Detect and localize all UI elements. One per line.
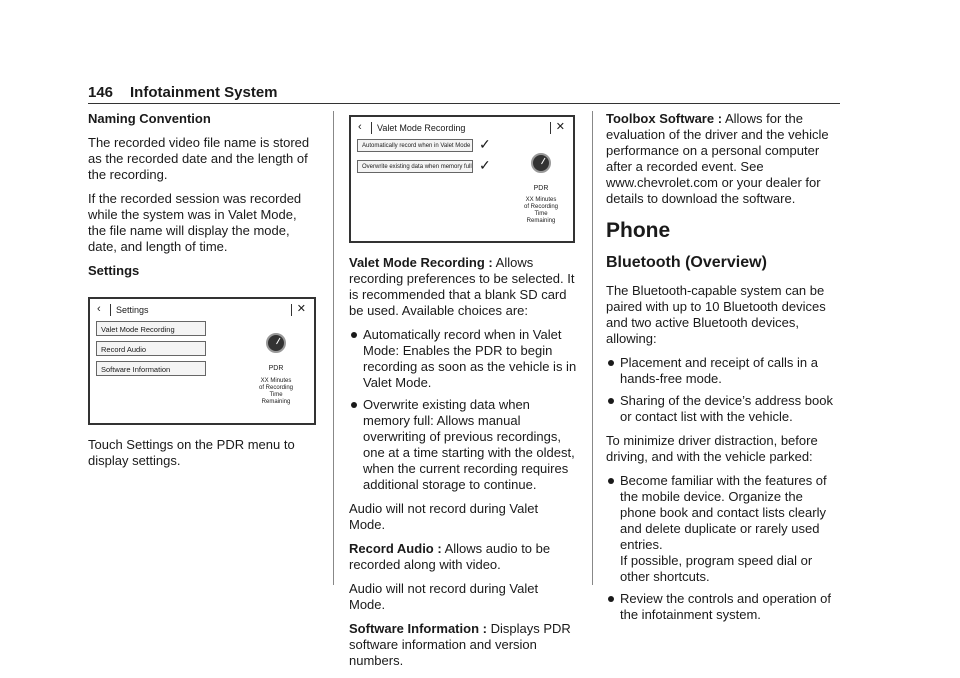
software-information-button: Software Information [96, 361, 206, 376]
term: Software Information : [349, 621, 487, 636]
term: Valet Mode Recording : [349, 255, 493, 270]
valet-mode-screen-figure [349, 115, 575, 243]
phone-heading: Phone [606, 219, 671, 242]
column-3 [606, 111, 842, 631]
speed-dial-note: If possible, program speed dial or other shortcuts. [620, 553, 813, 584]
toolbox-software-entry [606, 111, 842, 207]
list-item: Automatically record when in Valet Mode: Enables the PDR to begin recording as soon as the vehicle is in Valet Mode. [349, 327, 577, 391]
overwrite-data-button: Overwrite existing data when memory full [357, 160, 473, 173]
definition: Allows audio to be recorded along with video. [349, 541, 551, 572]
header-rule [88, 103, 840, 104]
term: Record Audio : [349, 541, 442, 556]
page-number: 146 [88, 84, 114, 101]
settings-heading: Settings [88, 263, 140, 278]
definition: Displays PDR software information and version numbers. [349, 621, 571, 668]
time-remaining-label: XX Minutes of Recording Time Remaining [258, 378, 294, 405]
close-icon: ✕ [296, 303, 306, 315]
pdr-label: PDR [533, 185, 549, 192]
list-item: Placement and receipt of calls in a hands-free mode. [606, 355, 842, 387]
definition: Allows for the evaluation of the driver and the vehicle performance on a personal computer after a recorded event. See www.chevrolet.com or your dealer for details to download the software. [606, 111, 829, 206]
screen-title: Valet Mode Recording [377, 123, 466, 133]
column-divider [592, 111, 593, 585]
checkmark-icon: ✓ [479, 157, 491, 173]
distraction-intro: To minimize driver distraction, before driving, and with the vehicle parked: [606, 433, 818, 464]
record-audio-button: Record Audio [96, 341, 206, 356]
naming-paragraph: The recorded video file name is stored as the recorded date and the length of the recording. [88, 135, 310, 182]
pdr-gauge-icon [266, 333, 286, 353]
valet-mode-recording-entry [349, 255, 577, 319]
record-audio-entry [349, 541, 577, 573]
audio-note: Audio will not record during Valet Mode. [349, 501, 539, 532]
settings-screen-figure [88, 297, 316, 425]
bluetooth-intro: The Bluetooth-capable system can be paired with up to 10 Bluetooth devices and two active Bluetooth devices, allowing: [606, 283, 826, 346]
separator [371, 122, 372, 134]
separator [110, 304, 111, 316]
audio-note: Audio will not record during Valet Mode. [349, 581, 539, 612]
list-item: Sharing of the device’s address book or contact list with the vehicle. [606, 393, 842, 425]
pdr-gauge-icon [531, 153, 551, 173]
column-divider [333, 111, 334, 585]
time-remaining-label: XX Minutes of Recording Time Remaining [523, 197, 559, 224]
column-2 [349, 111, 577, 677]
back-arrow-icon: ‹ [97, 303, 101, 315]
term: Toolbox Software : [606, 111, 723, 126]
valet-choices-list [349, 327, 577, 493]
distraction-list [606, 473, 842, 623]
auto-record-valet-button: Automatically record when in Valet Mode [357, 139, 473, 152]
bluetooth-heading: Bluetooth (Overview) [606, 254, 767, 271]
section-title: Infotainment System [130, 84, 278, 101]
column-1 [88, 111, 316, 477]
valet-mode-recording-button: Valet Mode Recording [96, 321, 206, 336]
definition: Allows recording preferences to be selected. It is recommended that a blank SD card be used. Available choices are: [349, 255, 575, 318]
separator [291, 304, 292, 316]
screen-title-bar [355, 120, 569, 136]
bluetooth-list [606, 355, 842, 425]
pdr-label: PDR [268, 365, 284, 372]
checkmark-icon: ✓ [479, 136, 491, 152]
naming-paragraph: If the recorded session was recorded while the system was in Valet Mode, the file name will display the mode, date, and length of time. [88, 191, 302, 254]
separator [550, 122, 551, 134]
close-icon: ✕ [555, 121, 565, 133]
back-arrow-icon: ‹ [358, 121, 362, 133]
software-information-entry [349, 621, 577, 669]
list-item: Become familiar with the features of the mobile device. Organize the phone book and contact lists clearly and delete duplicate or rarely used entries. If possible, program speed dial or other shortcuts. [606, 473, 842, 585]
page-header [88, 84, 840, 104]
naming-heading: Naming Convention [88, 111, 211, 126]
screen-title: Settings [116, 305, 149, 315]
list-item: Overwrite existing data when memory full: Allows manual overwriting of previous recordings, one at a time starting with the oldest, when the current recording requires additional storage to continue. [349, 397, 577, 493]
settings-caption: Touch Settings on the PDR menu to display settings. [88, 437, 295, 468]
screen-title-bar [94, 302, 310, 318]
list-item: Review the controls and operation of the infotainment system. [606, 591, 842, 623]
